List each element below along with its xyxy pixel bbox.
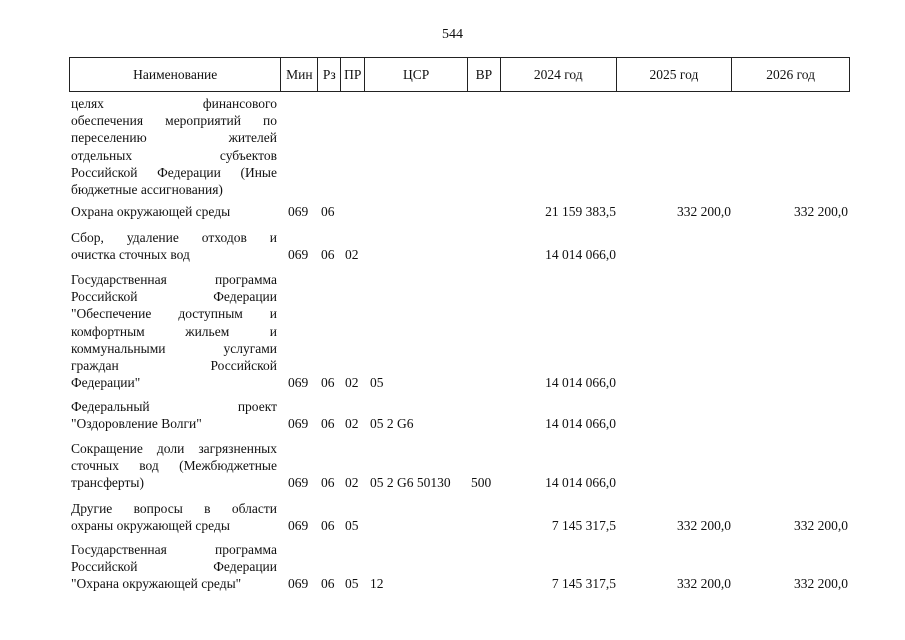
row-name-line: бюджетные ассигнования) [71,181,223,197]
cell-vr: 500 [471,475,492,491]
column-header-pr: ПР [341,58,365,91]
cell-y2024: 14 014 066,0 [545,416,616,432]
cell-pr: 02 [345,475,359,491]
row-name-line: сточных вод (Межбюджетные [71,458,277,474]
row-name-line: переселению жителей [71,130,277,146]
row-name-line: Государственная программа [71,542,277,557]
cell-pr: 05 [345,518,359,534]
cell-min: 069 [288,204,309,219]
cell-rz: 06 [321,375,335,391]
row-name-line: комфортным жильем и [71,323,277,339]
row-name-line: обеспечения мероприятий по [71,113,277,129]
row-name-line: Федерации" [71,375,141,391]
row-name [71,440,277,492]
cell-min: 069 [288,416,309,432]
cell-rz: 06 [321,518,335,534]
cell-min: 069 [288,247,309,263]
row-name-line: охраны окружающей среды [71,518,230,534]
cell-csr: 12 [370,576,384,592]
column-header-2026: 2026 год [766,66,816,82]
row-name-line: "Охрана окружающей среды" [71,576,242,592]
column-header-name: Наименование [70,58,281,91]
cell-min: 069 [288,576,309,592]
column-header-csr: ЦСР [365,58,468,91]
row-name-line: коммунальными услугами [71,340,277,356]
cell-y2026: 332 200,0 [794,518,848,534]
cell-min: 069 [288,475,309,491]
cell-y2025: 332 200,0 [677,204,731,219]
row-name [71,95,277,198]
row-name-line: "Обеспечение доступным и [71,306,277,322]
cell-min: 069 [288,518,309,534]
cell-y2026: 332 200,0 [794,576,848,592]
row-name-line: трансферты) [71,475,144,491]
row-name [71,229,277,263]
cell-y2024: 14 014 066,0 [545,375,616,391]
cell-rz: 06 [321,247,335,263]
row-name-line: целях финансового [71,96,277,111]
row-name-line: "Оздоровление Волги" [71,416,202,432]
row-name-line: Российской Федерации [71,559,277,575]
row-name-line: Федеральный проект [71,399,277,414]
cell-rz: 06 [321,204,335,219]
page-number: 544 [442,27,463,42]
cell-pr: 05 [345,576,359,592]
row-name-line: Российской Федерации (Иные [71,164,277,180]
column-header-2025: 2025 год [617,58,733,91]
cell-y2025: 332 200,0 [677,576,731,592]
cell-y2025: 332 200,0 [677,518,731,534]
cell-rz: 06 [321,416,335,432]
cell-y2024: 14 014 066,0 [545,475,616,491]
cell-y2024: 21 159 383,5 [545,204,616,219]
row-name-line: очистка сточных вод [71,247,190,263]
column-header-2024: 2024 год [501,58,617,91]
row-name-line: отдельных субъектов [71,147,277,163]
column-header-min: Мин [281,58,318,91]
cell-pr: 02 [345,375,359,391]
row-name [71,541,277,593]
cell-csr: 05 2 G6 [370,416,414,432]
row-name [71,203,277,220]
cell-y2024: 7 145 317,5 [551,518,616,534]
cell-pr: 02 [345,247,359,263]
row-name-line: Охрана окружающей среды [71,204,231,219]
column-header-vr: ВР [468,58,501,91]
row-name-line: Российской Федерации [71,289,277,305]
row-name [71,500,277,534]
cell-rz: 06 [321,475,335,491]
row-name-line: Государственная программа [71,272,277,287]
row-name [71,398,277,432]
cell-y2024: 14 014 066,0 [545,247,616,263]
cell-csr: 05 [370,375,384,391]
row-name-line: Сбор, удаление отходов и [71,230,277,245]
row-name-line: Другие вопросы в области [71,501,277,516]
cell-rz: 06 [321,576,335,592]
row-name-line: Сокращение доли загрязненных [71,441,277,456]
cell-min: 069 [288,375,309,391]
column-header-rz: Рз [318,58,341,91]
row-name [71,271,277,391]
cell-y2026: 332 200,0 [794,204,848,219]
cell-pr: 02 [345,416,359,432]
row-name-line: граждан Российской [71,357,277,373]
cell-y2024: 7 145 317,5 [551,576,616,592]
cell-csr: 05 2 G6 50130 [370,475,451,491]
